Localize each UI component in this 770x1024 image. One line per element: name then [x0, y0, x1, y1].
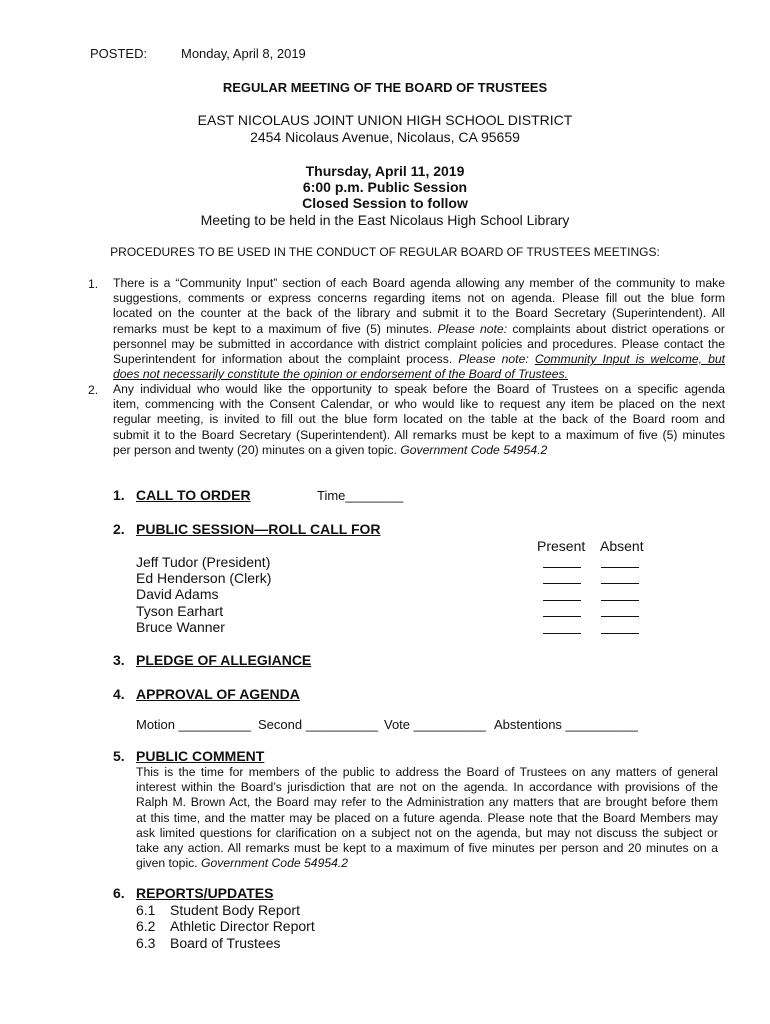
procedure-line-part: Superintendent for information about the complaint process. [113, 352, 459, 367]
public-comment-heading: PUBLIC COMMENT [136, 748, 265, 764]
procedure-line-part: complaints about district operations or [507, 321, 725, 336]
second-field[interactable]: Second __________ [258, 717, 379, 732]
procedure-line: Any individual who would like the opportunity to speak before the Board of Trustees on a specific agenda [113, 382, 725, 396]
procedure-line: located on the counter at the back of the library and submit it to the Board Secretary (Superintendent). All [113, 306, 725, 321]
procedure-line-part: remarks must be kept to a maximum of five (5) minutes. [113, 321, 433, 336]
community-input-disclaimer: Community Input is welcome, but [534, 352, 726, 367]
district-address: 2454 Nicolaus Avenue, Nicolaus, CA 95659 [250, 129, 520, 145]
pledge-heading: PLEDGE OF ALLEGIANCE [136, 652, 312, 668]
approval-of-agenda-heading: APPROVAL OF AGENDA [136, 686, 300, 702]
present-blank[interactable] [543, 633, 581, 634]
board-member-name: Tyson Earhart [136, 603, 224, 619]
comment-line: interest within the Board’s jurisdiction that are not on the agenda. In accordance with provisions of the [136, 780, 718, 795]
comment-line [136, 856, 718, 871]
absent-blank[interactable] [601, 616, 639, 617]
subitem-board-of-trustees: Board of Trustees [170, 935, 281, 951]
please-note-label: Please note: [458, 352, 529, 367]
procedure-line: suggestions, comments or express concerns regarding items not on agenda. Please fill out the blue form [113, 291, 725, 306]
present-column-label: Present [537, 538, 586, 554]
comment-line: Ralph M. Brown Act, the Board may refer to the Administration any matters that are brought before them [136, 795, 718, 810]
board-member-name: Ed Henderson (Clerk) [136, 570, 272, 586]
motion-field[interactable]: Motion __________ [136, 717, 251, 732]
government-code: Government Code 54954.2 [400, 442, 548, 457]
please-note-label: Please note: [437, 321, 508, 336]
item-2-number: 2. [113, 521, 125, 537]
roll-call-heading: PUBLIC SESSION—ROLL CALL FOR [136, 521, 381, 537]
subitem-number: 6.2 [136, 918, 156, 934]
present-blank[interactable] [543, 600, 581, 601]
procedure-line-part: per person and twenty (20) minutes on a given topic. [113, 442, 401, 457]
comment-line-part: given topic. [136, 856, 202, 871]
meeting-date: Thursday, April 11, 2019 [305, 163, 465, 179]
board-member-name: Bruce Wanner [136, 619, 225, 635]
absent-blank[interactable] [601, 583, 639, 584]
reports-updates-heading: REPORTS/UPDATES [136, 885, 274, 901]
procedure-line: submit it to the Board Secretary (Superintendent). All remarks must be kept to a maximum of five (5) minutes [113, 427, 725, 442]
subitem-student-body-report: Student Body Report [170, 902, 300, 918]
procedure-line: regular meeting, is invited to fill out the blue form located on the table at the back of the Board room and [113, 412, 725, 427]
procedure-line [113, 322, 725, 337]
absent-blank[interactable] [601, 567, 639, 568]
procedure-line [113, 352, 725, 367]
vote-field[interactable]: Vote __________ [384, 717, 486, 732]
public-comment-text [136, 765, 718, 871]
present-blank[interactable] [543, 583, 581, 584]
present-blank[interactable] [543, 567, 581, 568]
absent-blank[interactable] [601, 600, 639, 601]
comment-line: This is the time for members of the public to address the Board of Trustees on any matters of general [136, 765, 718, 779]
subitem-athletic-director-report: Athletic Director Report [170, 918, 315, 934]
comment-line: ask limited questions for clarification on a subject not on the agenda, but may not discuss the subject or [136, 825, 718, 840]
subitem-number: 6.1 [136, 902, 156, 918]
item-4-number: 4. [113, 686, 125, 702]
subitem-number: 6.3 [136, 935, 156, 951]
call-to-order-heading: CALL TO ORDER [136, 487, 251, 503]
community-input-disclaimer: does not necessarily constitute the opinion or endorsement of the Board of Trustees. [113, 367, 569, 382]
procedure-line: There is a “Community Input” section of each Board agenda allowing any member of the community to make [113, 276, 725, 290]
government-code: Government Code 54954.2 [201, 856, 349, 871]
absent-column-label: Absent [600, 538, 644, 554]
present-blank[interactable] [543, 616, 581, 617]
item-1-number: 1. [113, 487, 125, 503]
public-session-time: 6:00 p.m. Public Session [302, 179, 468, 195]
procedures-heading: PROCEDURES TO BE USED IN THE CONDUCT OF REGULAR BOARD OF TRUSTEES MEETINGS: [110, 245, 660, 259]
comment-line: at this time, and the matter may be placed on a future agenda. Please note that the Board Members may [136, 810, 718, 825]
absent-blank[interactable] [601, 633, 639, 634]
procedure-line: personnel may be submitted in accordance with district complaint policies and procedures. Please contact the [113, 336, 725, 351]
item-5-number: 5. [113, 748, 125, 764]
board-member-name: David Adams [136, 586, 219, 602]
meeting-location: Meeting to be held in the East Nicolaus High School Library [200, 212, 570, 228]
board-member-name: Jeff Tudor (President) [136, 554, 271, 570]
procedure-2-number: 2. [88, 383, 99, 397]
district-name: EAST NICOLAUS JOINT UNION HIGH SCHOOL DISTRICT [197, 112, 573, 128]
procedure-2-text [113, 382, 725, 458]
item-6-number: 6. [113, 885, 125, 901]
comment-line: take any action. All remarks must be kept to a maximum of five minutes per person and 20 minutes on a [136, 841, 718, 856]
procedure-line: item, commencing with the Consent Calendar, or who would like to request any item be placed on the next [113, 397, 725, 412]
closed-session-note: Closed Session to follow [302, 195, 468, 211]
posted-label: POSTED: [90, 46, 148, 61]
procedure-line [113, 443, 725, 458]
time-field[interactable]: Time________ [317, 488, 404, 503]
abstentions-field[interactable]: Abstentions __________ [494, 717, 638, 732]
item-3-number: 3. [113, 652, 125, 668]
procedure-1-text [113, 276, 725, 382]
meeting-title: REGULAR MEETING OF THE BOARD OF TRUSTEES [222, 80, 548, 95]
posted-date: Monday, April 8, 2019 [181, 46, 306, 61]
procedure-1-number: 1. [88, 277, 99, 291]
